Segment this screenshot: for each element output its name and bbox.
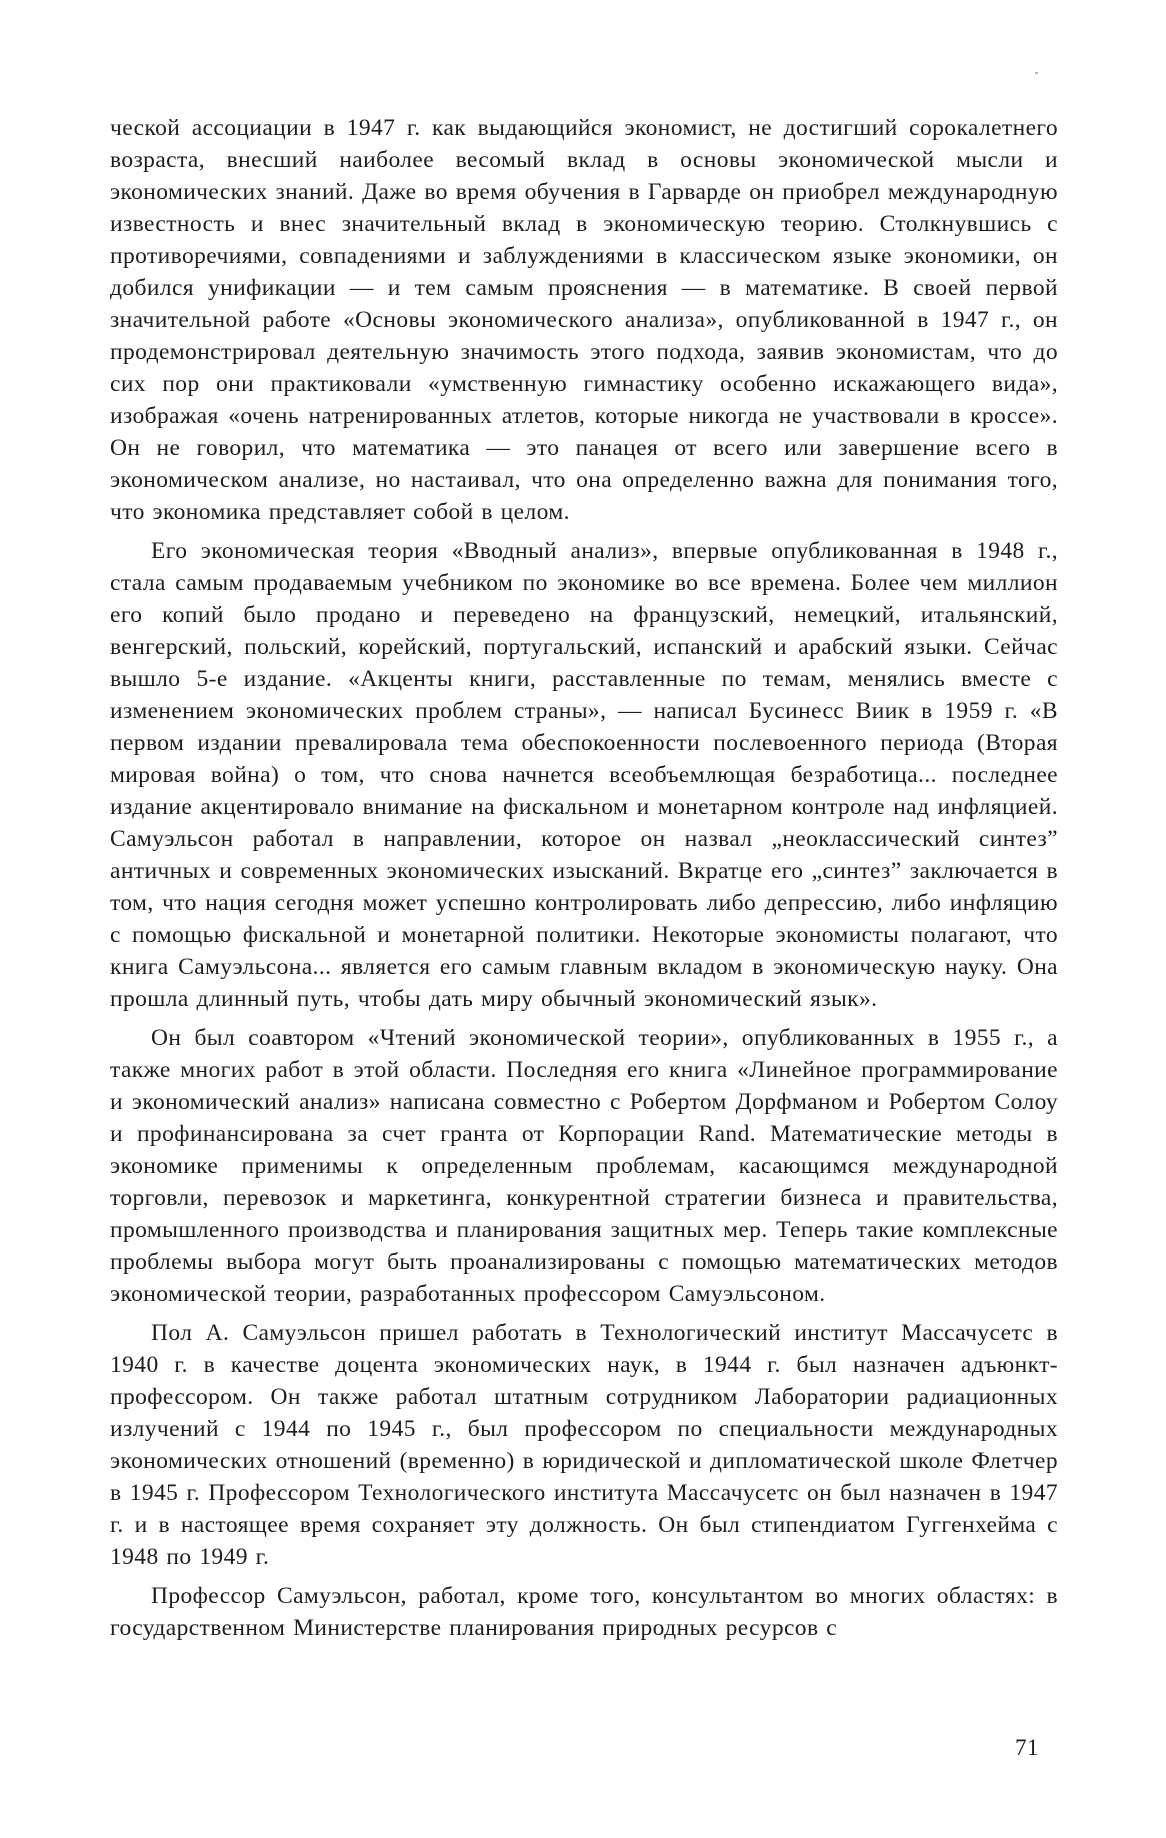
paragraph-continuation: ческой ассоциации в 1947 г. как выдающийся экономист, не достигший сорокалетнего возраста, внесший наиболее весомый вклад в основы экономической мысли и экономических знаний. Даже во время обучения в Гарварде он приобрел международную известность и внес значительный вклад в экономическую теорию. Столкнувшись с противоречиями, совпадениями и заблуждениями в классическом языке экономики, он добился унификации — и тем самым прояснения — в математике. В своей первой значительной работе «Основы экономического анализа», опубликованной в 1947 г., он продемонстрировал деятельную значимость этого подхода, заявив экономистам, что до сих пор они практиковали «умственную гимнастику особенно искажающего вида», изображая «очень натренированных атлетов, которые никогда не участвовали в кроссе». Он не говорил, что математика — это панацея от всего или завершение всего в экономическом анализе, но настаивал, что она определенно важна для понимания того, что экономика представляет собой в целом.: [110, 115, 1058, 525]
paragraph-introductory-analysis: Его экономическая теория «Вводный анализ», впервые опубликованная в 1948 г., стала самым продаваемым учебником по экономике во все времена. Более чем миллион его копий было продано и переведено на французский, немецкий, итальянский, венгерский, польский, корейский, португальский, испанский и арабский языки. Сейчас вышло 5-е издание. «Акценты книги, расставленные по темам, менялись вместе с изменением экономических проблем страны», — написал Бусинесс Виик в 1959 г. «В первом издании превалировала тема обеспокоенности послевоенного периода (Вторая мировая война) о том, что снова начнется всеобъемлющая безработица... последнее издание акцентировало внимание на фискальном и монетарном контроле над инфляцией. Самуэльсон работал в направлении, которое он назвал „неоклассический синтез” античных и современных экономических изысканий. Вкратце его „синтез” заключается в том, что нация сегодня может успешно контролировать либо депрессию, либо инфляцию с помощью фискальной и монетарной политики. Некоторые экономисты полагают, что книга Самуэльсона... является его самым главным вкладом в экономическую науку. Она прошла длинный путь, чтобы дать миру обычный экономический язык».: [110, 538, 1058, 1012]
paragraph-consultant: Профессор Самуэльсон, работал, кроме того, консультантом во многих областях: в государственном Министерстве планирования природных ресурсов с: [110, 1583, 1058, 1641]
scan-speck: [1035, 72, 1038, 74]
body-text: [110, 112, 1058, 1644]
page-number: 71: [1015, 1735, 1039, 1760]
paragraph-coauthor-works: Он был соавтором «Чтений экономической теории», опубликованных в 1955 г., а также многих работ в этой области. Последняя его книга «Линейное программирование и экономический анализ» написана совместно с Робертом Дорфманом и Робертом Солоу и профинансирована за счет гранта от Корпорации Rand. Математические методы в экономике применимы к определенным проблемам, касающимся международной торговли, перевозок и маркетинга, конкурентной стратегии бизнеса и правительства, промышленного производства и планирования защитных мер. Теперь такие комплексные проблемы выбора могут быть проанализированы с помощью математических методов экономической теории, разработанных профессором Самуэльсоном.: [110, 1025, 1058, 1307]
paragraph-mit-career: Пол А. Самуэльсон пришел работать в Технологический институт Массачусетс в 1940 г. в качестве доцента экономических наук, в 1944 г. был назначен адъюнкт-профессором. Он также работал штатным сотрудником Лаборатории радиационных излучений с 1944 по 1945 г., был профессором по специальности международных экономических отношений (временно) в юридической и дипломатической школе Флетчер в 1945 г. Профессором Технологического института Массачусетс он был назначен в 1947 г. и в настоящее время сохраняет эту должность. Он был стипендиатом Гуггенхейма с 1948 по 1949 г.: [110, 1320, 1058, 1570]
